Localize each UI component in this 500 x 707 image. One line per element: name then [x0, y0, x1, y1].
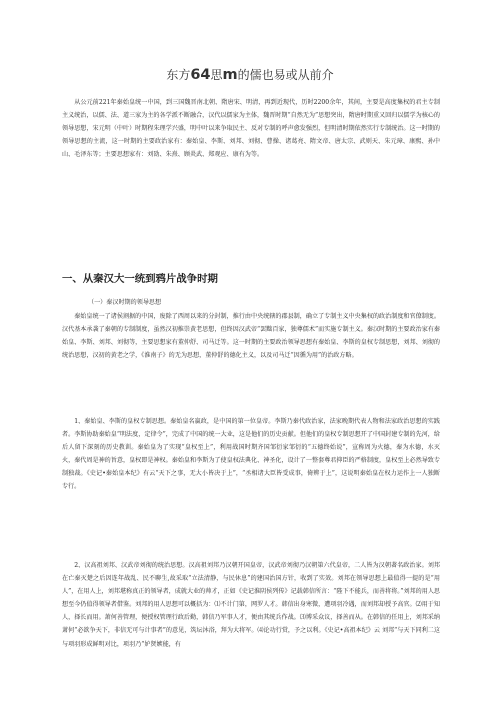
title-part-3: 思	[210, 68, 223, 82]
title-part-5: 的儒也易或从前介	[237, 68, 334, 82]
title-part-4: m	[222, 67, 238, 83]
section-heading: 一、从秦汉大一统到鸦片战争时期	[62, 273, 218, 285]
paragraph-qin-han-overview: 秦始皇统一了诸侯割据的中国，废除了西周以来的分封制，推行由中央统辖的郡县制，确立了专制主义中央集权的政治制度和官僚制度。汉代基本承袭了秦朝的专制制度，虽然汉初推崇黄老思想，但终因汉武帝“罢黜百家，独尊儒术”而实施专制主义。秦汉时期的主要政治家有秦始皇、李斯、刘邦、刘彻等，主要思想家有董仲舒、司马迁等。这一时期的主要政治领导思想有秦始皇、李斯的皇权专制思想，刘邦、刘彻的统治思想，汉初的黄老之学，《淮南子》的无为思想，董仲舒的德化主义，以及司马迁“因循为用”的治政方略。	[62, 313, 440, 360]
page-title	[0, 66, 500, 83]
title-part-2: 64	[190, 67, 211, 83]
intro-paragraph: 从公元前221年秦始皇统一中国，到三国魏晋南北朝、隋唐宋、明清，再到近现代，历时2200余年，其间，主要是高度集权的君主专制主义统治，以儒、法、道三家为主的各学派不断融合，汉代以儒家为主体，魏晋时期“自然无为”思想突出，隋唐时期重又回归以儒学为核心的领导思想，宋元明（中叶）时期程朱理学兴盛，明中叶以来争取民主、反对专制的呼声愈发强烈，但明清时期依然实行专制统治。这一时期的领导思想的主流，这一时期的主要政治家有：秦始皇、李斯、刘邦、刘彻、曹操、诸葛亮、隋文帝、唐太宗、武则天、朱元璋、康熙、孙中山、毛泽东等；主要思想家有：刘劭、朱熹、顾炎武、郑观应、康有为等。	[62, 99, 440, 159]
title-part-1: 东方	[166, 68, 191, 82]
subsection-heading: （一）秦汉时期的领导思想	[88, 299, 162, 306]
paragraph-liu-bang: 2、汉高祖刘邦、汉武帝刘彻的统治思想。汉高祖刘邦乃汉朝开国皇帝，汉武帝刘彻乃汉朝第六代皇帝，二人皆为汉朝著名政治家。刘邦在亡秦灭楚之后因连年战乱、民不聊生,故采取“立法清静，与民休息”的建国治国方针，收到了实效。刘邦在领导思想上最值得一提的是“用人”，在用人上，刘邦堪称真正的领导者，成就大业的帅才，正如《史记淮阴侯列传》记载韩信所言：“陛下不能兵，而善将将。”刘邦的用人思想至今仍值得领导者借鉴。刘邦的用人思想可以概括为：⑴不计门第，网罗人才。韩信出身寒微，遭项羽冷遇，而刘邦却授予高官。⑵用于知人，择长而用。萧何善管理，便授权管理行政后勤，韩信乃军事人才，便由其统兵作战。⑶博采众议，择善而从。在韩信的任用上，刘邦采纳萧何“必欲争天下，非信无可与计事者”的意见，筑坛沐浴，拜为大将军。⑷论功行赏，予之以利。《史记•高祖本纪》云 刘邦“与天下同利二这与项羽形成鲜明对比，项羽乃“妒贤嫉能，有	[62, 562, 441, 648]
paragraph-qin-shihuang: 1、秦始皇、李斯的皇权专制思想。秦始皇名嬴政，是中国的第一位皇帝。李斯乃秦代政治家，法家晚期代表人物和法家政治思想的实践者。李斯协助秦始皇“明法度，定律令”，完成了中国的统一大业，这是他们的历史贡献。但他们的皇权专制思想开了中国封建专制的先河，给后人留下深刻的历史教训。秦始皇为了实现“皇权至上”，利用战国时期齐国邹衍家邹衍的“五德终始说”，宣称周为火德，秦为水德，水灭火，秦代周是神的旨意，皇权即是神权。秦始皇和李斯为了使皇权法典化、神圣化，设计了一整套尊君抑臣的严格制度，皇权至上必然导致专制独裁。《史记•秦始皇本纪》有云“天下之事，无大小皆决于上”，“丞相诸大臣皆受成事，倚辨于上”，这说明秦始皇在权力运作上一人独断专行。	[62, 418, 440, 491]
